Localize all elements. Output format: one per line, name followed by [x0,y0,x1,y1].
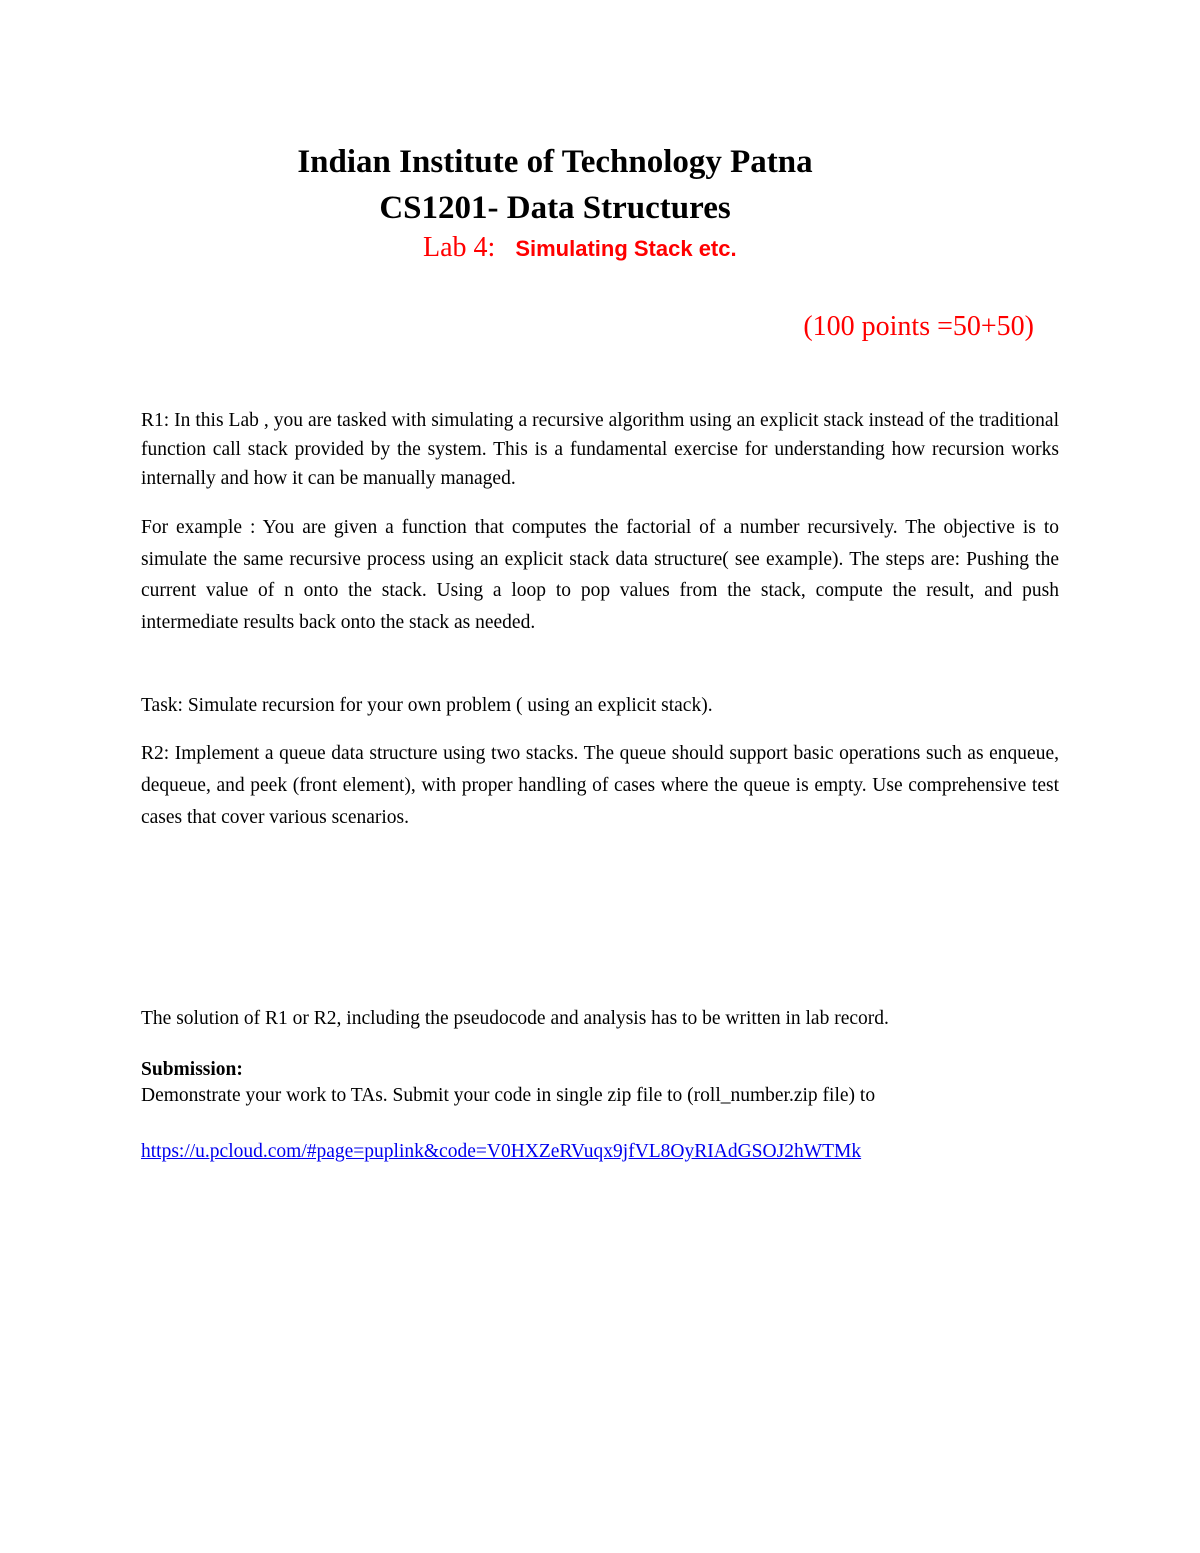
points-label: (100 points =50+50) [803,311,1034,342]
submission-link[interactable]: https://u.pcloud.com/#page=puplink&code=V0HXZeRVuqx9jfVL8OyRIAdGSOJ2hWTMk [141,1141,862,1162]
submission-heading: Submission: [141,1059,243,1080]
r1-paragraph: R1: In this Lab , you are tasked with simulating a recursive algorithm using an explicit stack instead of the traditional function call stack provided by the system. This is a fundamental exercise for understanding how recursion works internally and how it can be manually managed. [141,410,1059,489]
solution-paragraph: The solution of R1 or R2, including the pseudocode and analysis has to be written in lab record. [141,1008,889,1029]
task-paragraph: Task: Simulate recursion for your own problem ( using an explicit stack). [141,695,713,716]
lab-title: Simulating Stack etc. [515,236,737,261]
submission-instructions: Demonstrate your work to TAs. Submit your code in single zip file to (roll_number.zip file) to [141,1085,876,1106]
lab-heading [423,232,737,264]
example-paragraph: For example : You are given a function that computes the factorial of a number recursively. The objective is to simulate the same recursive process using an explicit stack data structure( see example). The steps are: Pushing the current value of n onto the stack. Using a loop to pop values from the stack, compute the result, and push intermediate results back onto the stack as needed. [141,517,1059,633]
course-title: CS1201- Data Structures [379,190,731,226]
institute-title: Indian Institute of Technology Patna [297,144,813,180]
r2-paragraph: R2: Implement a queue data structure using two stacks. The queue should support basic operations such as enqueue, dequeue, and peek (front element), with proper handling of cases where the queue is empty. Use comprehensive test cases that cover various scenarios. [141,743,1059,828]
lab-number: Lab 4: [423,232,496,263]
